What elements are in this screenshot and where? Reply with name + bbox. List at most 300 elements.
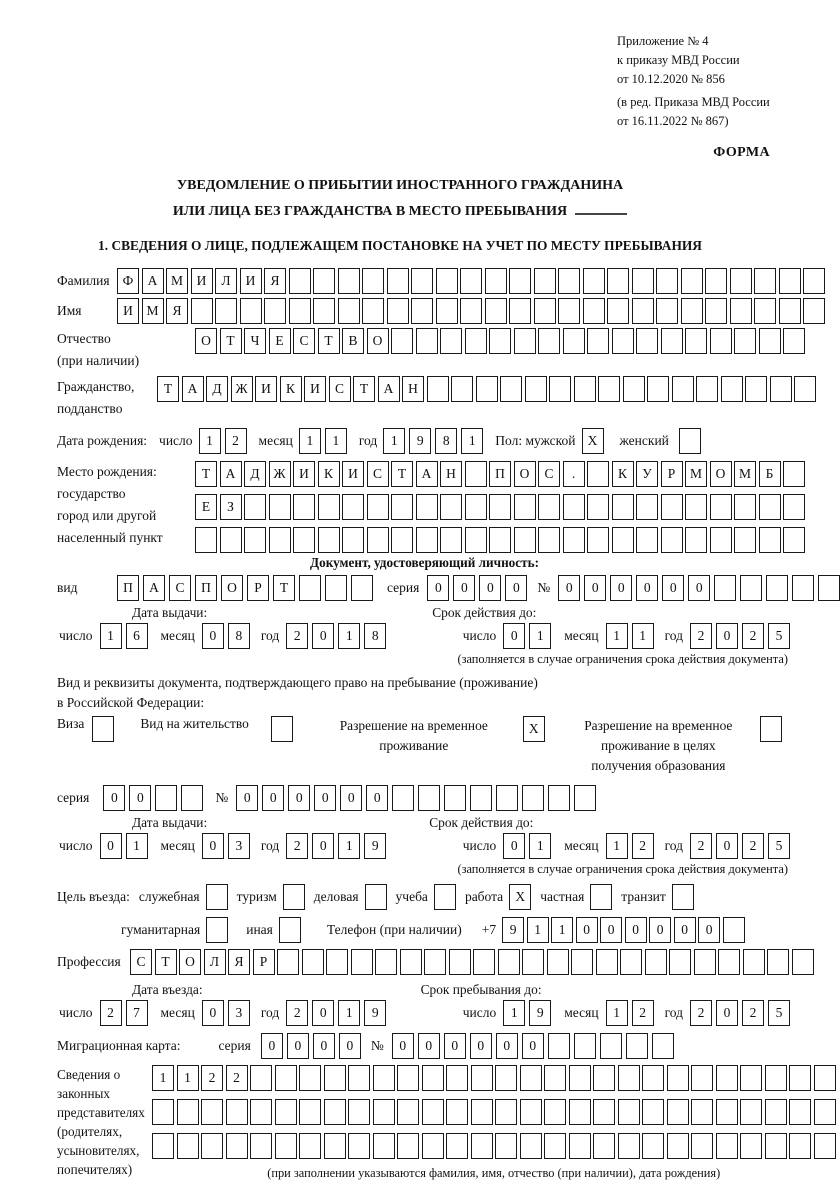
char-box[interactable] [710,328,732,354]
char-box[interactable] [509,298,531,324]
char-box[interactable] [803,298,825,324]
char-box[interactable] [587,461,609,487]
char-box[interactable] [714,575,736,601]
char-box[interactable] [593,1133,615,1159]
char-box[interactable]: М [142,298,164,324]
char-box[interactable]: И [255,376,277,402]
char-box[interactable]: 0 [287,1033,309,1059]
char-box[interactable] [716,1099,738,1125]
char-box[interactable]: 0 [558,575,580,601]
char-box[interactable] [373,1099,395,1125]
char-box[interactable]: Б [759,461,781,487]
char-box[interactable] [718,949,740,975]
char-box[interactable]: 0 [418,1033,440,1059]
char-box[interactable] [783,461,805,487]
char-box[interactable]: 2 [286,623,308,649]
char-box[interactable]: 1 [100,623,122,649]
char-box[interactable] [397,1099,419,1125]
char-box[interactable]: 2 [286,1000,308,1026]
char-box[interactable] [240,298,262,324]
char-box[interactable] [299,575,321,601]
char-box[interactable] [656,298,678,324]
char-box[interactable] [522,949,544,975]
char-box[interactable] [362,298,384,324]
char-box[interactable] [681,298,703,324]
char-box[interactable] [514,328,536,354]
char-box[interactable] [574,785,596,811]
char-box[interactable]: Т [391,461,413,487]
char-box[interactable] [716,1065,738,1091]
char-box[interactable] [299,1065,321,1091]
char-box[interactable] [632,298,654,324]
char-box[interactable]: 0 [444,1033,466,1059]
char-box[interactable] [789,1133,811,1159]
char-box[interactable] [593,1099,615,1125]
char-box[interactable]: 0 [340,785,362,811]
char-box[interactable]: И [240,268,262,294]
char-box[interactable]: И [342,461,364,487]
char-box[interactable] [770,376,792,402]
char-box[interactable] [547,949,569,975]
char-box[interactable]: 9 [364,1000,386,1026]
char-box[interactable]: 2 [226,1065,248,1091]
char-box[interactable]: 0 [479,575,501,601]
char-box[interactable]: 1 [338,1000,360,1026]
char-box[interactable] [598,376,620,402]
char-box[interactable] [348,1065,370,1091]
char-box[interactable] [293,527,315,553]
char-box[interactable] [667,1099,689,1125]
char-box[interactable]: . [563,461,585,487]
char-box[interactable] [92,716,114,742]
char-box[interactable]: Р [247,575,269,601]
char-box[interactable] [509,268,531,294]
char-box[interactable] [181,785,203,811]
char-box[interactable] [422,1133,444,1159]
char-box[interactable] [779,298,801,324]
char-box[interactable]: 1 [338,833,360,859]
char-box[interactable] [465,461,487,487]
char-box[interactable]: 0 [100,833,122,859]
char-box[interactable] [636,328,658,354]
char-box[interactable] [391,328,413,354]
char-box[interactable] [685,527,707,553]
char-box[interactable]: К [280,376,302,402]
char-box[interactable] [783,494,805,520]
char-box[interactable]: Ж [231,376,253,402]
char-box[interactable]: К [612,461,634,487]
char-box[interactable] [685,494,707,520]
char-box[interactable] [444,785,466,811]
char-box[interactable] [792,575,814,601]
char-box[interactable] [514,494,536,520]
char-box[interactable]: 8 [435,428,457,454]
char-box[interactable]: 0 [625,917,647,943]
char-box[interactable]: Д [244,461,266,487]
char-box[interactable]: 6 [126,623,148,649]
char-box[interactable] [691,1065,713,1091]
char-box[interactable] [465,328,487,354]
char-box[interactable] [759,527,781,553]
char-box[interactable]: 1 [632,623,654,649]
char-box[interactable] [626,1033,648,1059]
char-box[interactable]: 1 [606,623,628,649]
char-box[interactable] [275,1065,297,1091]
char-box[interactable]: Т [318,328,340,354]
char-box[interactable]: И [293,461,315,487]
char-box[interactable] [669,949,691,975]
char-box[interactable] [446,1065,468,1091]
char-box[interactable]: 0 [576,917,598,943]
char-box[interactable]: Е [195,494,217,520]
char-box[interactable] [283,884,305,910]
char-box[interactable] [632,268,654,294]
char-box[interactable] [269,527,291,553]
char-box[interactable] [155,785,177,811]
char-box[interactable]: 2 [100,1000,122,1026]
char-box[interactable] [681,268,703,294]
char-box[interactable]: Н [440,461,462,487]
char-box[interactable] [814,1133,836,1159]
char-box[interactable]: 0 [688,575,710,601]
char-box[interactable] [152,1099,174,1125]
char-box[interactable]: 7 [126,1000,148,1026]
char-box[interactable] [667,1065,689,1091]
char-box[interactable] [760,716,782,742]
char-box[interactable] [647,376,669,402]
char-box[interactable] [730,298,752,324]
char-box[interactable] [574,1033,596,1059]
char-box[interactable] [416,494,438,520]
char-box[interactable] [636,494,658,520]
char-box[interactable]: Ч [244,328,266,354]
char-box[interactable] [583,268,605,294]
char-box[interactable]: 0 [453,575,475,601]
char-box[interactable] [351,575,373,601]
char-box[interactable] [765,1099,787,1125]
char-box[interactable] [538,494,560,520]
char-box[interactable]: Р [253,949,275,975]
char-box[interactable] [440,494,462,520]
char-box[interactable] [465,494,487,520]
char-box[interactable] [489,328,511,354]
char-box[interactable] [723,917,745,943]
char-box[interactable] [759,494,781,520]
char-box[interactable]: 3 [228,1000,250,1026]
char-box[interactable]: 0 [496,1033,518,1059]
char-box[interactable]: 9 [364,833,386,859]
char-box[interactable] [745,376,767,402]
char-box[interactable] [563,328,585,354]
char-box[interactable]: 1 [199,428,221,454]
char-box[interactable] [520,1133,542,1159]
char-box[interactable] [485,268,507,294]
char-box[interactable] [587,527,609,553]
char-box[interactable]: 9 [409,428,431,454]
char-box[interactable]: П [195,575,217,601]
char-box[interactable]: М [734,461,756,487]
char-box[interactable]: 1 [338,623,360,649]
char-box[interactable] [672,884,694,910]
char-box[interactable] [226,1099,248,1125]
char-box[interactable] [642,1065,664,1091]
char-box[interactable] [534,268,556,294]
char-box[interactable]: 1 [152,1065,174,1091]
char-box[interactable]: Т [195,461,217,487]
char-box[interactable]: 0 [288,785,310,811]
char-box[interactable]: А [142,268,164,294]
char-box[interactable]: 2 [286,833,308,859]
char-box[interactable]: У [636,461,658,487]
char-box[interactable]: М [685,461,707,487]
char-box[interactable] [215,298,237,324]
char-box[interactable]: Т [155,949,177,975]
char-box[interactable] [814,1065,836,1091]
char-box[interactable] [250,1099,272,1125]
char-box[interactable] [740,1133,762,1159]
char-box[interactable]: М [166,268,188,294]
char-box[interactable] [596,949,618,975]
char-box[interactable] [338,298,360,324]
char-box[interactable]: Я [264,268,286,294]
char-box[interactable]: 0 [103,785,125,811]
char-box[interactable] [623,376,645,402]
char-box[interactable]: 1 [461,428,483,454]
char-box[interactable] [362,268,384,294]
char-box[interactable] [691,1099,713,1125]
char-box[interactable]: Я [228,949,250,975]
char-box[interactable] [645,949,667,975]
char-box[interactable] [470,785,492,811]
char-box[interactable] [818,575,840,601]
char-box[interactable] [289,298,311,324]
char-box[interactable] [275,1133,297,1159]
char-box[interactable] [696,376,718,402]
char-box[interactable] [600,1033,622,1059]
char-box[interactable] [534,298,556,324]
char-box[interactable] [342,527,364,553]
char-box[interactable] [422,1099,444,1125]
char-box[interactable]: 0 [610,575,632,601]
char-box[interactable] [324,1099,346,1125]
char-box[interactable] [759,328,781,354]
char-box[interactable] [473,949,495,975]
char-box[interactable]: 0 [674,917,696,943]
char-box[interactable] [471,1065,493,1091]
char-box[interactable]: 1 [529,833,551,859]
char-box[interactable] [416,527,438,553]
char-box[interactable] [440,527,462,553]
char-box[interactable] [710,527,732,553]
char-box[interactable] [783,527,805,553]
char-box[interactable] [351,949,373,975]
char-box[interactable] [765,1065,787,1091]
char-box[interactable]: З [220,494,242,520]
char-box[interactable] [485,298,507,324]
char-box[interactable]: П [489,461,511,487]
char-box[interactable] [498,949,520,975]
char-box[interactable] [656,268,678,294]
char-box[interactable]: 9 [502,917,524,943]
char-box[interactable] [794,376,816,402]
char-box[interactable]: Ф [117,268,139,294]
char-box[interactable] [618,1133,640,1159]
char-box[interactable] [400,949,422,975]
char-box[interactable] [740,1065,762,1091]
char-box[interactable] [391,494,413,520]
char-box[interactable]: С [169,575,191,601]
char-box[interactable] [436,298,458,324]
char-box[interactable]: 1 [529,623,551,649]
char-box[interactable] [612,328,634,354]
char-box[interactable] [618,1099,640,1125]
char-box[interactable]: 2 [690,623,712,649]
char-box[interactable] [387,298,409,324]
char-box[interactable] [375,949,397,975]
char-box[interactable]: 0 [649,917,671,943]
char-box[interactable] [440,328,462,354]
char-box[interactable]: 2 [690,833,712,859]
char-box[interactable] [740,1099,762,1125]
char-box[interactable] [367,494,389,520]
char-box[interactable]: 0 [202,623,224,649]
char-box[interactable]: 0 [262,785,284,811]
char-box[interactable] [583,298,605,324]
char-box[interactable] [694,949,716,975]
char-box[interactable] [397,1133,419,1159]
char-box[interactable] [607,298,629,324]
char-box[interactable]: И [117,298,139,324]
char-box[interactable] [446,1099,468,1125]
char-box[interactable]: X [523,716,545,742]
char-box[interactable] [348,1099,370,1125]
char-box[interactable] [418,785,440,811]
char-box[interactable] [451,376,473,402]
char-box[interactable] [548,785,570,811]
char-box[interactable] [525,376,547,402]
char-box[interactable] [721,376,743,402]
char-box[interactable]: 2 [742,623,764,649]
char-box[interactable] [652,1033,674,1059]
char-box[interactable] [465,527,487,553]
char-box[interactable]: С [130,949,152,975]
char-box[interactable]: 8 [228,623,250,649]
char-box[interactable]: А [182,376,204,402]
char-box[interactable]: Я [166,298,188,324]
char-box[interactable]: 1 [383,428,405,454]
char-box[interactable]: 0 [716,1000,738,1026]
char-box[interactable] [449,949,471,975]
char-box[interactable]: 1 [527,917,549,943]
char-box[interactable] [460,268,482,294]
char-box[interactable] [326,949,348,975]
char-box[interactable] [476,376,498,402]
char-box[interactable]: 0 [505,575,527,601]
char-box[interactable]: К [318,461,340,487]
char-box[interactable] [766,575,788,601]
char-box[interactable]: Т [220,328,242,354]
char-box[interactable]: А [416,461,438,487]
char-box[interactable]: Н [402,376,424,402]
char-box[interactable] [302,949,324,975]
char-box[interactable] [313,298,335,324]
char-box[interactable] [201,1133,223,1159]
char-box[interactable]: 5 [768,623,790,649]
char-box[interactable]: О [367,328,389,354]
char-box[interactable] [495,1065,517,1091]
char-box[interactable]: 0 [312,1000,334,1026]
char-box[interactable] [244,527,266,553]
char-box[interactable] [422,1065,444,1091]
char-box[interactable] [471,1133,493,1159]
char-box[interactable]: 1 [177,1065,199,1091]
char-box[interactable] [558,268,580,294]
char-box[interactable] [495,1099,517,1125]
char-box[interactable]: 0 [716,833,738,859]
char-box[interactable] [587,494,609,520]
char-box[interactable] [544,1065,566,1091]
char-box[interactable] [342,494,364,520]
char-box[interactable] [201,1099,223,1125]
char-box[interactable] [563,527,585,553]
char-box[interactable]: 2 [201,1065,223,1091]
char-box[interactable] [754,268,776,294]
char-box[interactable] [152,1133,174,1159]
char-box[interactable] [325,575,347,601]
char-box[interactable]: 3 [228,833,250,859]
char-box[interactable] [607,268,629,294]
char-box[interactable] [740,575,762,601]
char-box[interactable] [279,917,301,943]
char-box[interactable] [734,494,756,520]
char-box[interactable]: 1 [126,833,148,859]
char-box[interactable] [387,268,409,294]
char-box[interactable]: 2 [742,833,764,859]
char-box[interactable]: 0 [503,623,525,649]
char-box[interactable] [705,298,727,324]
char-box[interactable]: Д [206,376,228,402]
char-box[interactable] [593,1065,615,1091]
char-box[interactable] [587,328,609,354]
char-box[interactable] [789,1065,811,1091]
char-box[interactable]: 0 [698,917,720,943]
char-box[interactable]: 0 [716,623,738,649]
char-box[interactable] [373,1133,395,1159]
char-box[interactable]: О [195,328,217,354]
char-box[interactable]: 0 [202,833,224,859]
char-box[interactable] [489,494,511,520]
char-box[interactable] [367,527,389,553]
char-box[interactable] [496,785,518,811]
char-box[interactable] [661,328,683,354]
char-box[interactable] [250,1133,272,1159]
char-box[interactable]: 0 [366,785,388,811]
char-box[interactable]: 2 [632,1000,654,1026]
char-box[interactable]: А [143,575,165,601]
char-box[interactable] [679,428,701,454]
char-box[interactable] [244,494,266,520]
char-box[interactable] [549,376,571,402]
char-box[interactable] [471,1099,493,1125]
char-box[interactable] [642,1133,664,1159]
char-box[interactable] [206,917,228,943]
char-box[interactable]: X [509,884,531,910]
char-box[interactable]: 1 [325,428,347,454]
char-box[interactable] [489,527,511,553]
char-box[interactable] [590,884,612,910]
char-box[interactable]: 1 [503,1000,525,1026]
char-box[interactable] [667,1133,689,1159]
